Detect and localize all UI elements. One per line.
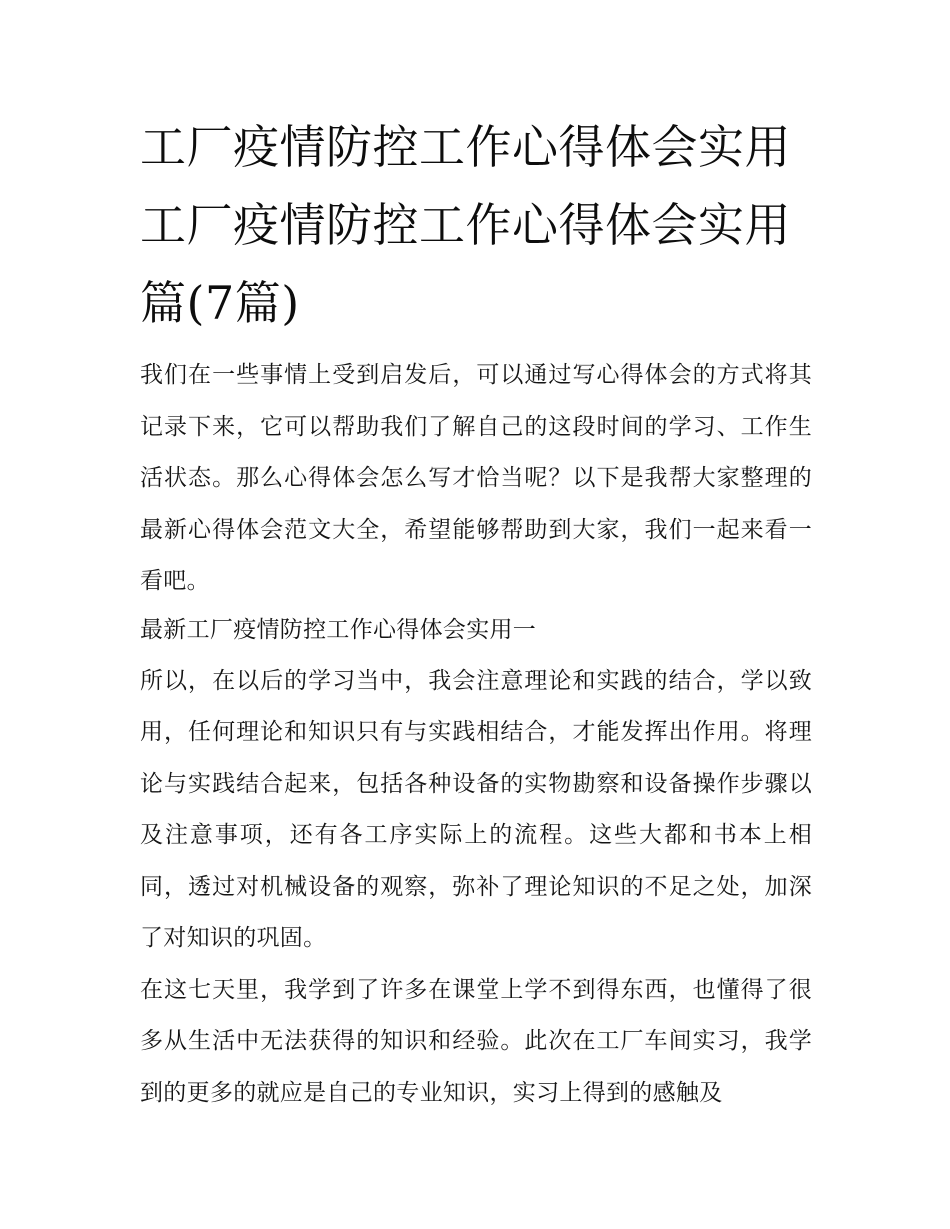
body-paragraph: 在这七天里，我学到了许多在课堂上学不到得东西，也懂得了很多从生活中无法获得的知识和经验。此次在工厂车间实习，我学到的更多的就应是自己的专业知识，实习上得到的感触及 xyxy=(140,976,812,1106)
section-heading: 最新工厂疫情防控工作心得体会实用一 xyxy=(140,616,537,643)
document-body xyxy=(140,350,812,1119)
body-paragraph: 所以，在以后的学习当中，我会注意理论和实践的结合，学以致用，任何理论和知识只有与实践相结合，才能发挥出作用。将理论与实践结合起来，包括各种设备的实物勘察和设备操作步骤以及注意事项，还有各工序实际上的流程。这些大都和书本上相同，透过对机械设备的观察，弥补了理论知识的不足之处，加深了对知识的巩固。 xyxy=(140,667,812,951)
document-page xyxy=(140,108,812,1119)
intro-paragraph: 我们在一些事情上受到启发后，可以通过写心得体会的方式将其记录下来，它可以帮助我们了解自己的这段时间的学习、工作生活状态。那么心得体会怎么写才恰当呢？以下是我帮大家整理的最新心得体会范文大全，希望能够帮助到大家，我们一起来看一看吧。 xyxy=(140,362,812,594)
document-title: 工厂疫情防控工作心得体会实用 工厂疫情防控工作心得体会实用篇(7篇) xyxy=(140,120,791,330)
